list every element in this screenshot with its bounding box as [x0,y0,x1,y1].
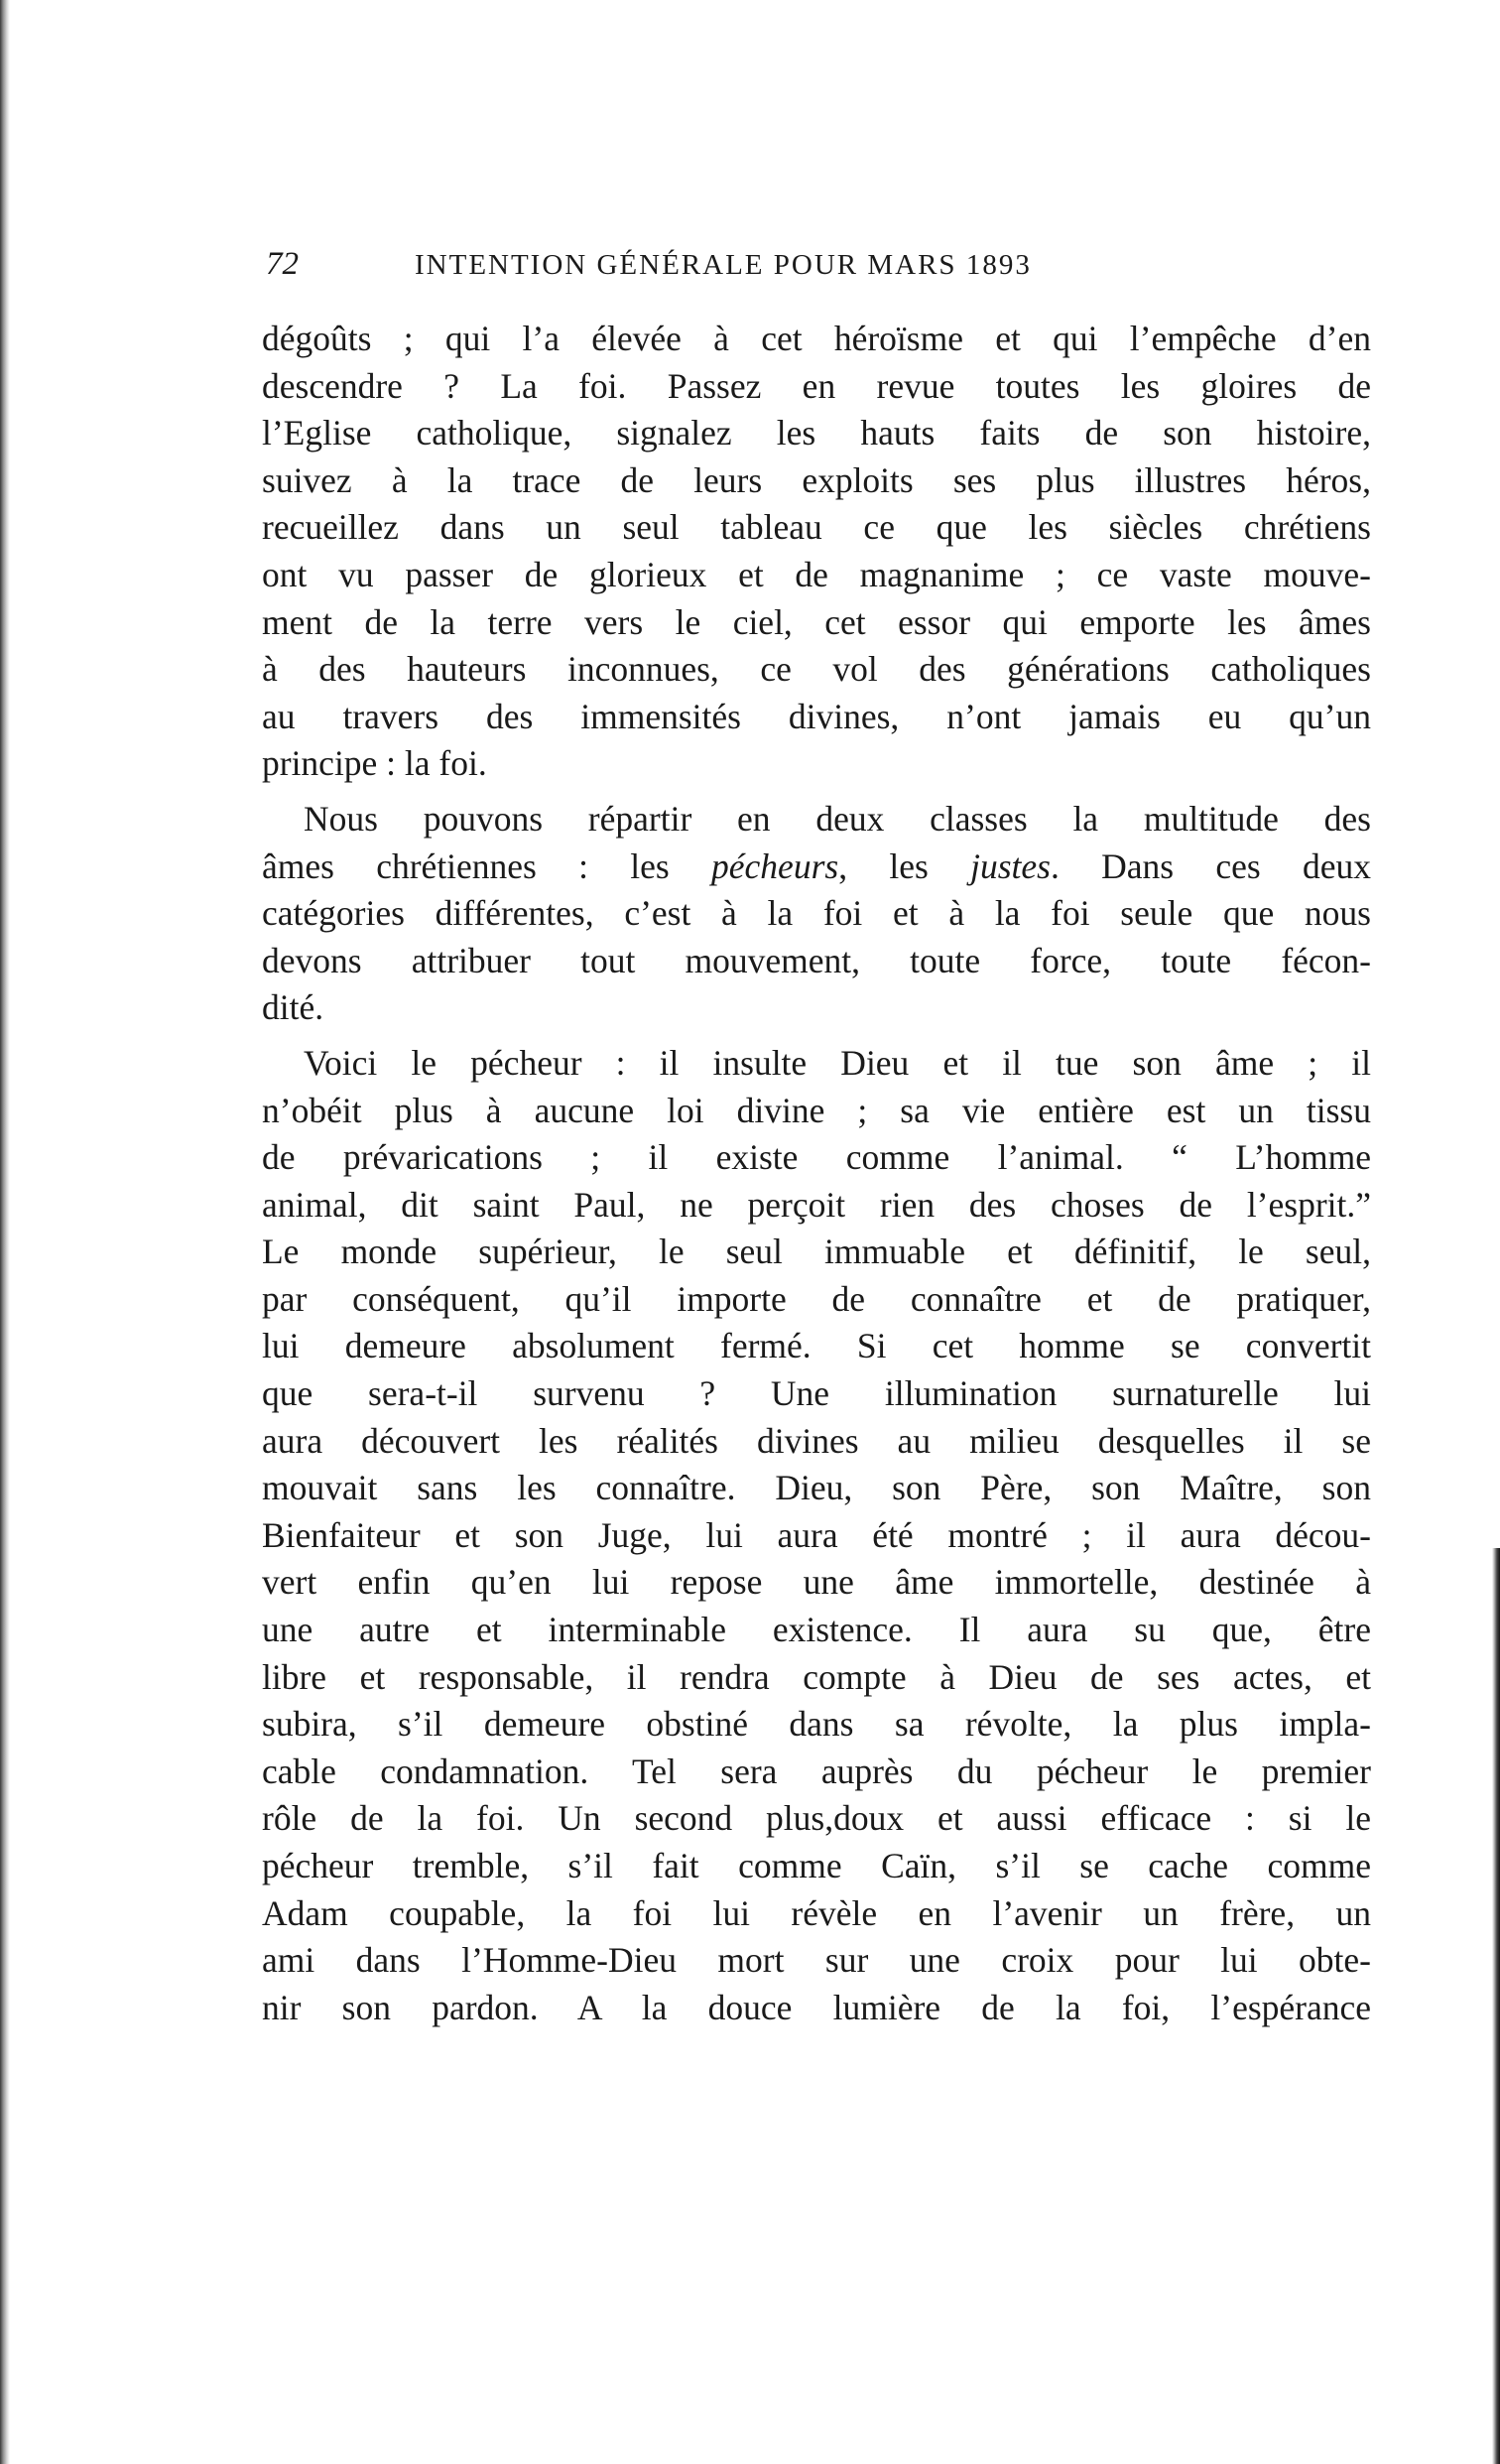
italic-word-pecheurs: pécheurs [711,845,839,886]
text-line: mouvait sans les connaître. Dieu, son Père, son Maître, son [262,1468,1371,1508]
text-line: que sera-t-il survenu ? Une illumination surnaturelle lui [262,1373,1371,1414]
text-line: l’Eglise catholique, signalez les hauts faits de son histoire, [262,413,1371,454]
running-title: INTENTION GÉNÉRALE POUR MARS 1893 [415,249,1032,281]
text-line: lui demeure absolument fermé. Si cet homme se convertit [262,1326,1371,1366]
text-line: recueillez dans un seul tableau ce que les siècles chrétiens [262,507,1371,548]
text-line: au travers des immensités divines, n’ont jamais eu qu’un [262,696,1371,736]
text-line: n’obéit plus à aucune loi divine ; sa vie entière est un tissu [262,1090,1371,1130]
text-line: Le monde supérieur, le seul immuable et définitif, le seul, [262,1232,1371,1272]
text-line: une autre et interminable existence. Il aura su que, être [262,1610,1371,1650]
text-line: par conséquent, qu’il importe de connaître et de pratiquer, [262,1278,1371,1319]
text-line: suivez à la trace de leurs exploits ses plus illustres héros, [262,459,1371,500]
text-line: cable condamnation. Tel sera auprès du pécheur le premier [262,1751,1371,1791]
text-run: , les [838,845,971,886]
page-right-edge-shadow [1492,1548,1500,2464]
text-run: âmes chrétiennes : les [262,845,712,886]
text-line: Voici le pécheur : il insulte Dieu et il tue son âme ; il [304,1042,1371,1083]
page-binding-edge [0,0,10,2464]
body-text [262,316,1371,2031]
running-header [266,246,1361,296]
text-line: à des hauteurs inconnues, ce vol des générations catholiques [262,649,1371,690]
text-line: subira, s’il demeure obstiné dans sa révolte, la plus impla- [262,1704,1371,1745]
text-line: devons attribuer tout mouvement, toute force, toute fécon- [262,940,1371,980]
paragraph-3 [262,1040,1371,2031]
text-line: ami dans l’Homme-Dieu mort sur une croix pour lui obte- [262,1940,1371,1981]
text-line: dégoûts ; qui l’a élevée à cet héroïsme et qui l’empêche d’en [262,319,1371,358]
text-line: aura découvert les réalités divines au milieu desquelles il se [262,1420,1371,1461]
text-line: catégories différentes, c’est à la foi et à la foi seule que nous [262,893,1371,934]
text-line: Bienfaiteur et son Juge, lui aura été montré ; il aura décou- [262,1514,1371,1555]
italic-word-justes: justes [970,845,1051,886]
text-line: descendre ? La foi. Passez en revue toutes les gloires de [262,365,1371,406]
paragraph-1 [262,316,1371,788]
page-number: 72 [266,246,299,282]
text-line: vert enfin qu’en lui repose une âme immortelle, destinée à [262,1562,1371,1603]
text-line: ment de la terre vers le ciel, cet essor qui emporte les âmes [262,601,1371,642]
text-line: pécheur tremble, s’il fait comme Caïn, s’il se cache comme [262,1846,1371,1885]
paragraph-2 [262,796,1371,1032]
text-line: rôle de la foi. Un second plus,doux et aussi efficace : si le [262,1798,1371,1839]
text-line: libre et responsable, il rendra compte à Dieu de ses actes, et [262,1656,1371,1697]
text-line [262,843,1371,891]
text-line: ont vu passer de glorieux et de magnanime ; ce vaste mouve- [262,554,1371,594]
text-line: dité. [262,987,324,1028]
text-line: de prévarications ; il existe comme l’animal. “ L’homme [262,1137,1371,1178]
text-line: Adam coupable, la foi lui révèle en l’avenir un frère, un [262,1892,1371,1933]
text-line: nir son pardon. A la douce lumière de la foi, l’espérance [262,1987,1371,2027]
text-line: principe : la foi. [262,743,487,784]
text-line: animal, dit saint Paul, ne perçoit rien des choses de l’esprit.” [262,1184,1371,1225]
text-run: . Dans ces deux [1050,845,1372,886]
text-line: Nous pouvons répartir en deux classes la multitude des [304,798,1371,839]
